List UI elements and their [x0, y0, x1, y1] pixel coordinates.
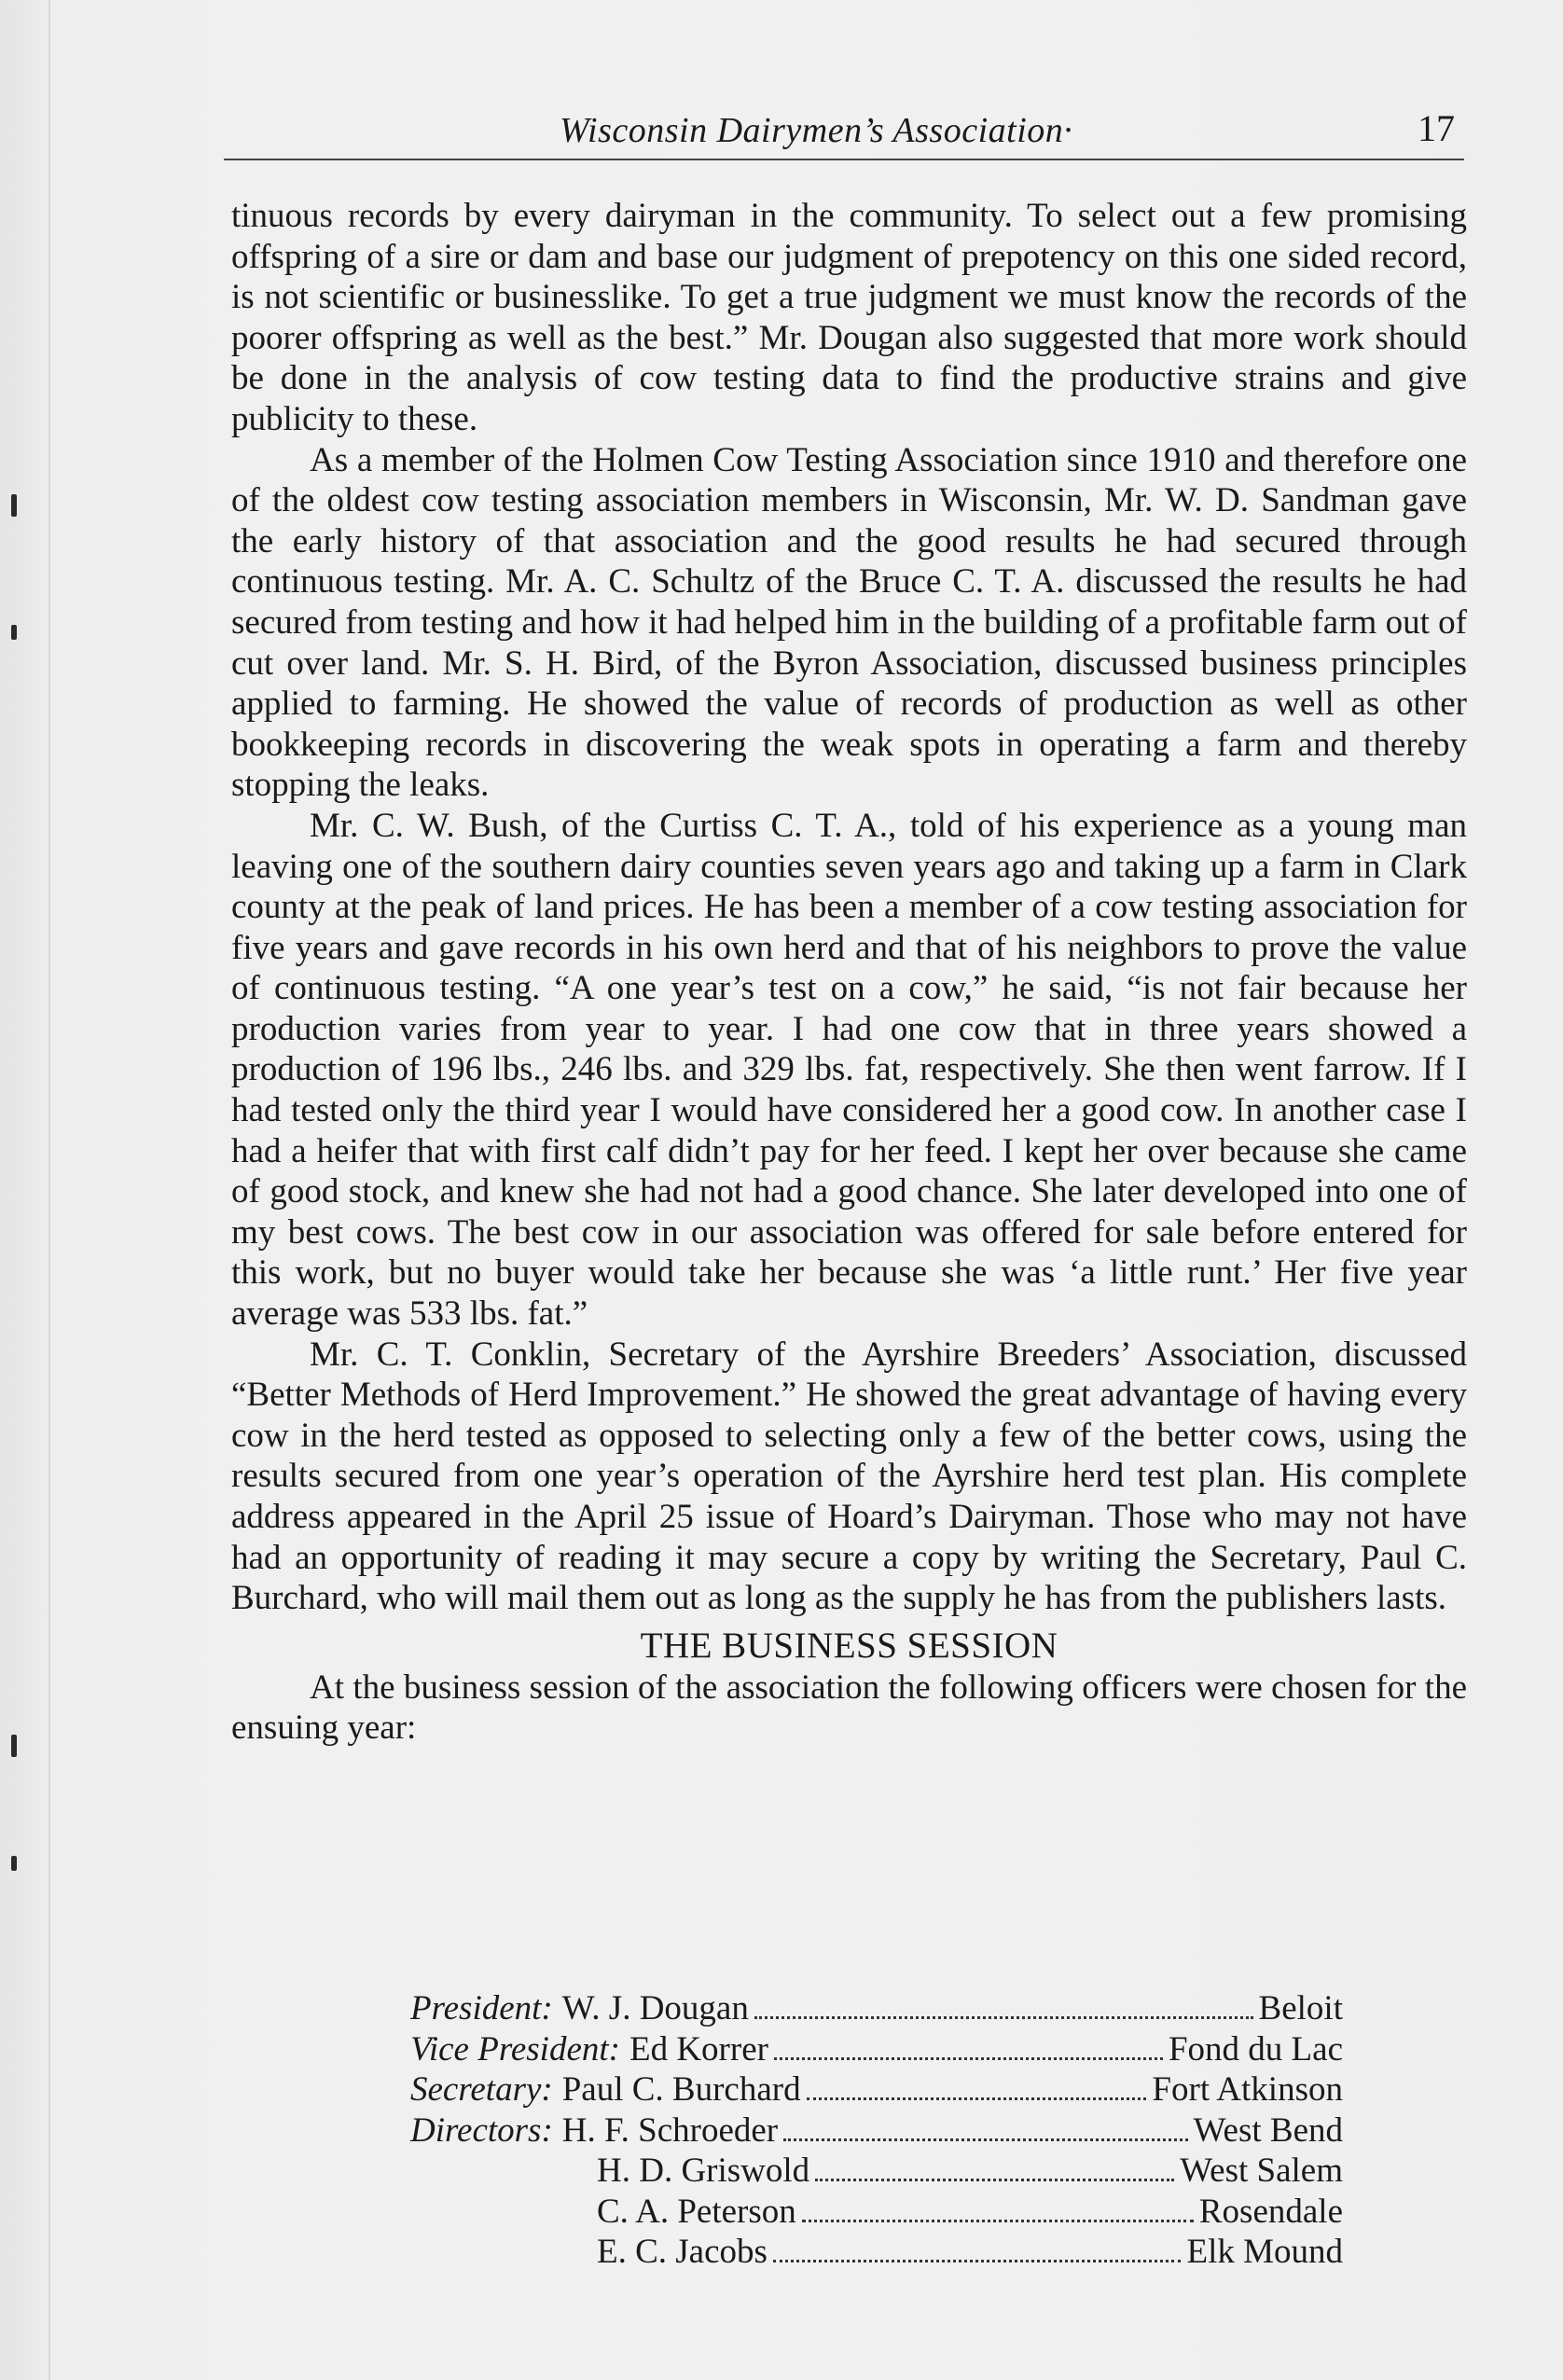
running-title: Wisconsin Dairymen’s Association·	[560, 111, 1073, 150]
officer-row	[410, 2029, 1343, 2070]
dot-leader	[773, 2260, 1182, 2262]
officer-place: Elk Mound	[1186, 2233, 1343, 2271]
page-number: 17	[1418, 107, 1455, 149]
officer-name: Ed Korrer	[629, 2029, 768, 2069]
margin-mark	[11, 1856, 17, 1871]
paragraph: As a member of the Holmen Cow Testing Association since 1910 and therefore one of the oldest cow testing association members in Wisconsin, Mr. W. D. Sandman gave the early history of that association and the good results he had secured through continuous testing. Mr. A. C. Schultz of the Bruce C. T. A. discussed the results he had secured from testing and how it had helped him in the building of a profitable farm out of cut over land. Mr. S. H. Bird, of the Byron Association, discussed business principles applied to farming. He showed the value of records of production as well as other bookkeeping records in discovering the weak spots in operating a farm and thereby stopping the leaks.	[231, 440, 1467, 805]
section-heading: THE BUSINESS SESSION	[640, 1625, 1058, 1666]
binding-edge	[48, 0, 50, 2380]
officer-row	[410, 2192, 1343, 2233]
margin-mark	[11, 1735, 17, 1757]
officer-role: Directors:	[410, 2110, 553, 2150]
officer-name: W. J. Dougan	[561, 1989, 749, 2027]
officer-place: Fond du Lac	[1168, 2029, 1343, 2069]
officer-row	[410, 2069, 1343, 2110]
officer-name: H. D. Griswold	[597, 2152, 810, 2190]
officer-row	[410, 1988, 1343, 2029]
page-header	[224, 103, 1464, 160]
officer-name: E. C. Jacobs	[597, 2233, 768, 2271]
officer-place: Beloit	[1258, 1989, 1343, 2027]
officer-row	[410, 2151, 1343, 2192]
dot-leader	[783, 2138, 1187, 2141]
paragraph: tinuous records by every dairyman in the community. To select out a few promising offspring of a sire or dam and base our judgment of prepotency on this one sided record, is not scientific or businesslike. To get a true judgment we must know the records of the poorer offspring as well as the best.” Mr. Dougan also suggested that more work should be done in the analysis of cow testing data to find the productive strains and give publicity to these.	[231, 197, 1467, 438]
officer-name: Paul C. Burchard	[561, 2070, 801, 2109]
dot-leader	[815, 2179, 1174, 2181]
dot-leader	[807, 2097, 1147, 2100]
paragraph: Mr. C. T. Conklin, Secretary of the Ayrshire Breeders’ Association, discussed “Better Methods of Herd Improvement.” He showed the great advantage of having every cow in the herd tested as opposed to selecting only a few of the better cows, using the results secured from one year’s operation of the Ayrshire herd test plan. His complete address appeared in the April 25 issue of Hoard’s Dairyman. Those who may not have had an opportunity of reading it may secure a copy by writing the Secretary, Paul C. Burchard, who will mail them out as long as the supply he has from the publishers lasts.	[231, 1335, 1467, 1618]
officer-place: Rosendale	[1198, 2192, 1343, 2231]
dot-leader	[754, 2016, 1253, 2019]
officer-row	[410, 2110, 1343, 2152]
officer-place: West Bend	[1193, 2110, 1343, 2150]
officer-name: H. F. Schroeder	[561, 2110, 779, 2150]
paragraph: Mr. C. W. Bush, of the Curtiss C. T. A., told of his experience as a young man leaving one of the southern dairy counties seven years ago and taking up a farm in Clark county at the peak of land prices. He has been a member of a cow testing association for five years and gave records in his own herd and that of his neighbors to prove the value of continuous testing. “A one year’s test on a cow,” he said, “is not fair because her production varies from year to year. I had one cow that in three years showed a production of 196 lbs., 246 lbs. and 329 lbs. fat, respectively. She then went farrow. If I had tested only the third year I would have considered her a good cow. In another case I had a heifer that with first calf didn’t pay for her feed. I kept her over because she came of good stock, and knew she had not had a good chance. She later developed into one of my best cows. The best cow in our association was offered for sale before entered for this work, but no buyer would take her because she was ‘a little runt.’ Her five year average was 533 lbs. fat.”	[231, 806, 1467, 1334]
dot-leader	[802, 2220, 1194, 2222]
officer-place: West Salem	[1180, 2152, 1343, 2190]
officers-list	[410, 1988, 1343, 2273]
officer-place: Fort Atkinson	[1152, 2070, 1343, 2109]
officer-role: President:	[410, 1989, 553, 2027]
business-session-intro: At the business session of the association the following officers were chosen for the ensuing year:	[231, 1667, 1467, 1748]
officer-name: C. A. Peterson	[597, 2192, 796, 2231]
officer-role: Secretary:	[410, 2070, 553, 2109]
margin-mark	[11, 494, 17, 517]
officer-role: Vice President:	[410, 2029, 620, 2069]
margin-mark	[11, 625, 17, 640]
officer-row	[410, 2232, 1343, 2273]
dot-leader	[774, 2057, 1163, 2060]
body-text	[231, 196, 1467, 1749]
